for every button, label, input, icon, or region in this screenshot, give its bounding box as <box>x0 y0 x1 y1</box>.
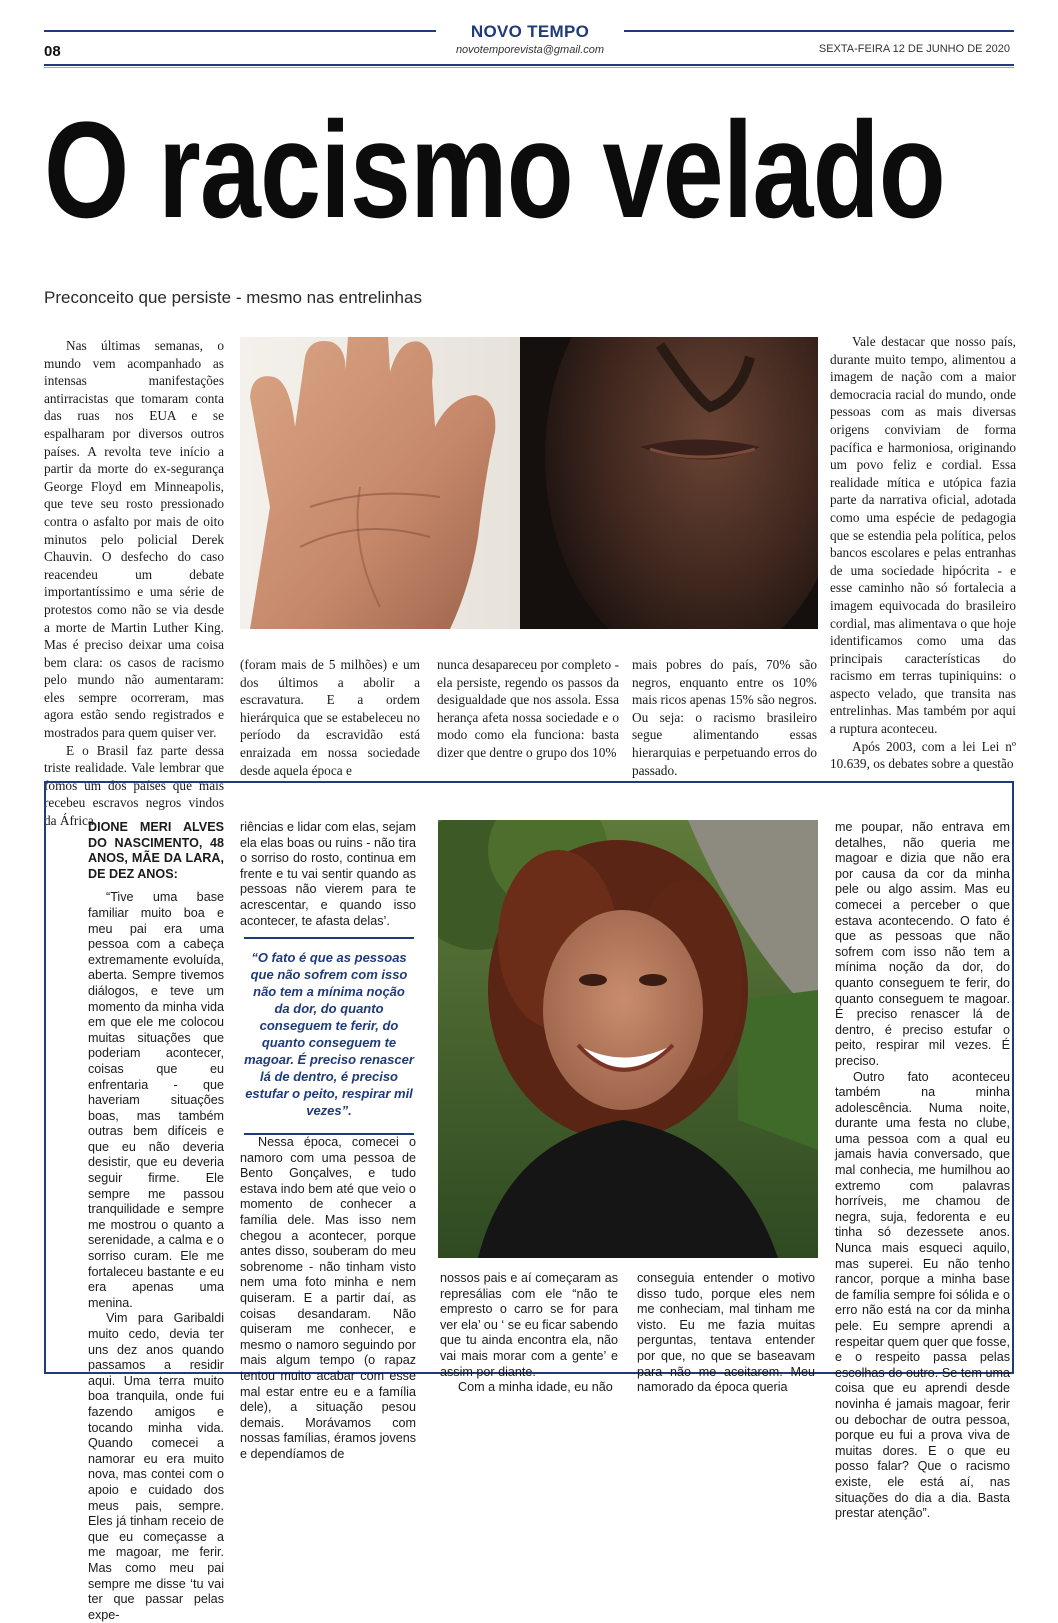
raised-palm-hand-photo <box>240 337 818 629</box>
article-column-4 <box>632 656 817 779</box>
paragraph: Após 2003, com a lei Lei nº 10.639, os debates sobre a questão <box>830 738 1016 772</box>
paragraph: me poupar, não entrava em detalhes, não queria me magoar e dizia que não era por causa da cor da minha pele ou algo assim. Mas eu comecei a perceber o que estava acontecendo. O fato é que as pessoas que não sofrem com isso não tem a mínima noção da dor, do quanto conseguem te ferir, do quanto conseguem te magoar. É preciso renascer lá de dentro, é preciso estufar o peito, respirar mil vezes. É preciso. <box>835 820 1010 1068</box>
paragraph: mais pobres do país, 70% são negros, enquanto entre os 10% mais ricos apenas 15% são negros. Ou seja: o racismo brasileiro segue alimentando essas hierarquias e perpetuando erros do passado. <box>632 657 817 778</box>
masthead-email: novotemporevista@gmail.com <box>455 44 605 56</box>
paragraph: nunca desapareceu por completo - ela persiste, regendo os passos da desigualdade que nos assola. Essa herança afeta nossa sociedade e o modo como ela funciona: basta dizer que dentre o grupo dos 10% <box>437 657 619 760</box>
subheadline: Preconceito que persiste - mesmo nas entrelinhas <box>44 288 422 307</box>
paragraph: riências e lidar com elas, sejam ela elas boas ou ruins - não tira o sorriso do rosto, continua em frente e tu vai sentir quando as pessoas não vierem para te acrescentar, e quando isso acontecer, te afasta delas’. <box>240 820 416 928</box>
paragraph: nossos pais e aí começaram as represálias com ele “não te empresto o carro se for para ver ela’ ou ‘ se eu ficar sabendo que tu ainda encontra ela, não vai mais morar com a gente’ e assim por diante. <box>440 1271 618 1379</box>
paragraph: Nessa época, comecei o namoro com uma pessoa de Bento Gonçalves, e tudo estava indo bem até que veio o momento de conhecer a família dele. Mas isso nem chegou a acontecer, porque antes disso, souberam do meu sobrenome - não tinham visto nem uma foto minha e nem quiseram. E a partir daí, as coisas desandaram. Não quiseram me conhecer, e mesmo o namoro seguindo por mais algum tempo (o rapaz tentou muito acabar com esse mal estar entre eu e a família dele), a situação pesou demais. Morávamos com nossas famílias, éramos jovens e dependíamos de <box>240 1135 416 1461</box>
paragraph: (foram mais de 5 milhões) e um dos últimos a abolir a escravatura. E a ordem hierárquica que se estabeleceu no período da escravidão está enraizada em nossa sociedade desde aquela época e <box>240 657 420 778</box>
masthead-brand: NOVO TEMPO <box>470 22 590 41</box>
masthead-rule-left <box>44 30 436 32</box>
masthead-rule-bottom-thin <box>44 67 1014 68</box>
article-column-2 <box>240 656 420 779</box>
article-column-1 <box>44 337 224 830</box>
pull-quote <box>244 937 414 1135</box>
testimonial-column-3 <box>440 1271 618 1396</box>
paragraph: conseguia entender o motivo disso tudo, porque eles nem me conheciam, mal tinham me visto. Eu me fazia muitas perguntas, tentava entender por que, no que se baseavam para não me aceitarem. Meu namorado da época queria <box>637 1271 815 1395</box>
page-number: 08 <box>44 43 61 60</box>
publication-date: SEXTA-FEIRA 12 DE JUNHO DE 2020 <box>818 43 1010 55</box>
paragraph: Vim para Garibaldi muito cedo, devia ter uns dez anos quando passamos a residir aqui. Uma terra muito boa tranquila, onde fui fazendo amigos e tocando minha vida. Quando comecei a namorar eu era muito nova, mas contei com o apoio e cuidado dos meus pais, sempre. Eles já tinham receio de que eu começasse a me magoar, me ferir. Mas como meu pai sempre me disse ‘tu vai ter que passar pelas expe- <box>88 1311 224 1622</box>
paragraph: Com a minha idade, eu não <box>458 1380 613 1395</box>
headline: O racismo velado <box>44 94 945 247</box>
testimonial-byline: DIONE MERI ALVES DO NASCIMENTO, 48 ANOS, MÃE DA LARA, DE DEZ ANOS: <box>88 820 224 881</box>
masthead-rule-right <box>624 30 1014 32</box>
testimonial-column-5 <box>835 820 1010 1522</box>
article-column-5 <box>830 333 1016 773</box>
paragraph: Nas últimas semanas, o mundo vem acompanhado as intensas manifestações antirracistas que tomaram conta das ruas nos EUA e se espalharam por diversos outros países. A revolta teve início a partir da morte do ex-segurança George Floyd em Minneapolis, que teve seu rosto pressionado contra o asfalto por mais de oito minutos pelo policial Derek Chauvin. O desfecho do caso reacendeu um debate importantíssimo e uma série de protestos como não se via desde a morte de Martin Luther King. Mas é preciso deixar uma coisa bem clara: os casos de racismo pelo mundo não aumentaram: eles sempre ocorreram, mas agora estão sendo registrados e mostrados para quem quiser ver. <box>44 338 224 741</box>
smiling-woman-portrait-photo <box>438 820 818 1258</box>
paragraph: E o Brasil faz parte dessa triste realidade. Vale lembrar que fomos um dos países que mais recebeu escravos negros vindos da África <box>44 742 224 829</box>
testimonial-column-1 <box>88 820 224 1623</box>
masthead-rule-bottom <box>44 64 1014 66</box>
testimonial-column-2 <box>240 820 416 929</box>
article-column-3 <box>437 656 619 762</box>
paragraph: Vale destacar que nosso país, durante muito tempo, alimentou a imagem de nação com a maior democracia racial do mundo, onde pessoas com as mais diversas origens conviviam de forma pacífica e harmoniosa, originando um povo feliz e cordial. Essa realidade mítica e utópica fazia parte da narrativa oficial, adotada como uma espécie de pedagogia que se estendia pela política, pelos bancos escolares e pelas entranhas de uma sociedade hipócrita - e esse caminho não só fortalecia a imagem equivocada do brasileiro cordial, mas alimentava o que hoje identificamos como uma das principais características do racismo em terras tupiniquins: o aspecto velado, que transita nas entrelinhas. Mas também por aqui a ruptura aconteceu. <box>830 334 1016 737</box>
paragraph: “Tive uma base familiar muito boa e meu pai era uma pessoa com a cabeça extremamente evoluída, aberta. Sempre tivemos diálogos, e teve um momento da minha vida em que ele me colocou muitas situações que poderiam acontecer, coisas que eu enfrentaria - que haveriam situações boas, mas também outras bem difíceis e que eu não deveria desistir, que eu deveria seguir firme. Ele sempre me passou tranquilidade e sempre me mostrou o quanto a serenidade, a calma e o sorriso curam. Ele me fortaleceu bastante e eu era apenas uma menina. <box>88 890 224 1310</box>
testimonial-column-4 <box>637 1271 815 1396</box>
pull-quote-text: “O fato é que as pessoas que não sofrem com isso não tem a mínima noção da dor, do quanto conseguem te ferir, do quanto conseguem te magoar. É preciso renascer lá de dentro, é preciso estufar o peito, respirar mil vezes”. <box>244 950 414 1118</box>
paragraph: Outro fato aconteceu também na minha adolescência. Numa noite, durante uma festa no clube, uma pessoa com a qual eu jamais havia conversado, que mal conhecia, me humilhou ao extremo com palavras horríveis, me chamou de negra, suja, fedorenta e eu tinha só dezessete anos. Nunca mais esqueci aquilo, mas superei. Eu não tenho rancor, porque a minha base de família sempre foi sólida e o erro não está na cor da minha pele. Eu sempre aprendi a respeitar quem quer que fosse, e o respeito passa pelas escolhas do outro. Se tem uma coisa que eu aprendi desde novinha é jamais magoar, ferir ou debochar de outra pessoa, porque eu fui a prova viva de muitas dores. E o que eu posso falar? Que o racismo existe, ele está aí, nas situações do dia a dia. Basta prestar atenção”. <box>835 1069 1010 1521</box>
testimonial-column-2-continued <box>240 1135 416 1462</box>
